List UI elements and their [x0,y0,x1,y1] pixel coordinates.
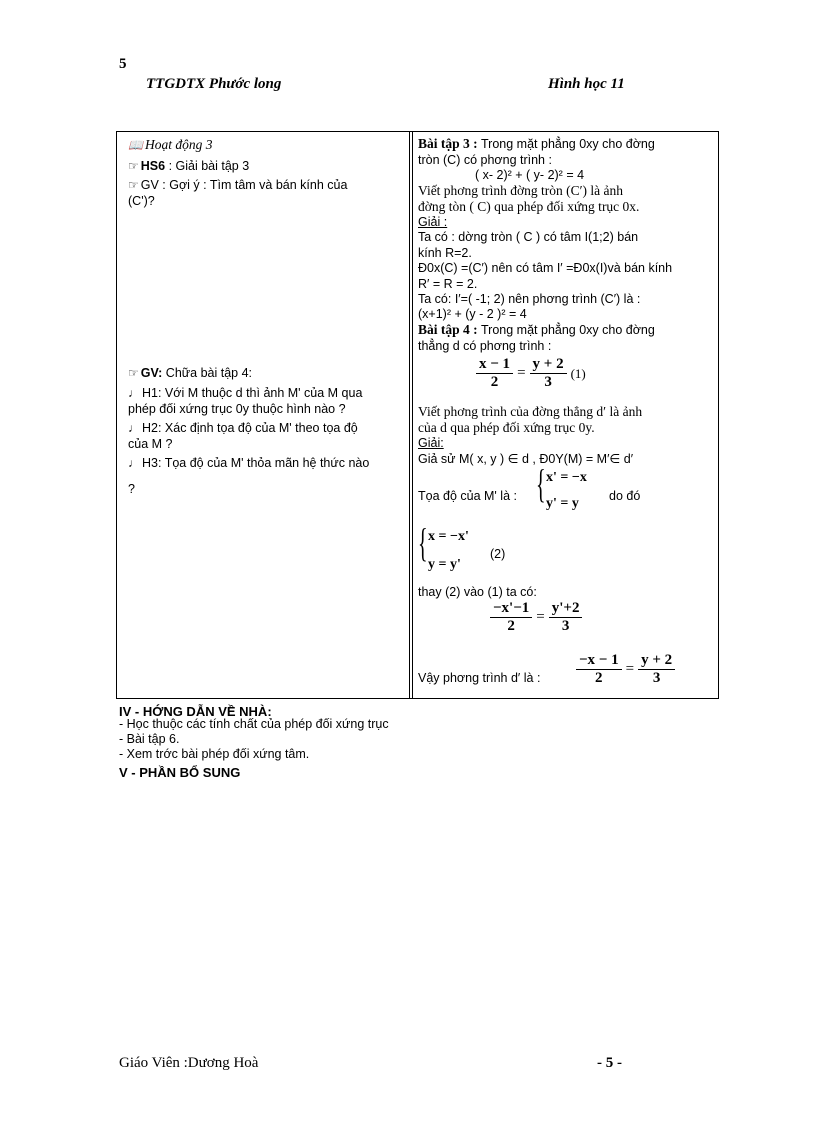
header-school: TTGDTX Phước long [146,76,282,92]
exercise-3-task: Viết phơng trình đờng tròn (C′) là ảnh [418,183,624,198]
fraction-numerator: y + 2 [530,356,567,374]
gv-correction-line: ☞ GV: Chữa bài tập 4: [128,366,252,380]
system-1-row1: x' = −x [546,470,587,485]
fraction-denominator: 3 [561,618,570,634]
fraction-denominator: 3 [544,374,552,390]
fraction-numerator: x − 1 [476,356,513,374]
fraction-numerator: y'+2 [549,600,583,618]
homework-item-1: - Học thuộc các tính chất của phép đối xứng trục [119,717,389,731]
exercise-4-task-cont: của d qua phép đối xứng trục 0y. [418,420,595,435]
coordinate-system-1 [536,461,606,516]
book-icon: 📖 [128,138,143,152]
solution-1-line1: Ta có : dờng tròn ( C ) có tâm I(1;2) bán [418,230,639,244]
exercise-4-task: Viết phơng trình của đờng thẳng d′ là ảnh [418,404,643,419]
footer-page-number: - 5 - [597,1055,622,1071]
equals-sign: = [517,365,526,381]
music-note-icon: ♩ [128,456,140,470]
question-h1-cont: phép đối xứng trục 0y thuộc hình nào ? [128,402,346,416]
header-subject: Hình học 11 [548,76,625,92]
music-note-icon: ♩ [128,421,140,435]
exercise-3-line2: tròn (C) có phơng trình : [418,153,552,167]
section-iv-title: IV - HỚNG DẪN VỀ NHÀ: [119,704,272,719]
fraction-numerator: −x'−1 [490,600,532,618]
fraction-numerator: y + 2 [638,652,675,670]
pointing-hand-icon: ☞ [128,159,139,173]
question-h1: ♩ H1: Với M thuộc d thì ảnh M' của M qua [128,386,363,400]
substituted-equation [490,600,582,635]
solution-1-line6: (x+1)² + (y - 2 )² = 4 [418,307,527,321]
question-h3-cont: ? [128,482,135,496]
solution-2-line3: thay (2) vào (1) ta có: [418,585,537,599]
solution-2-line4: Vậy phơng trình d′ là : [418,671,541,685]
pointing-hand-icon: ☞ [128,366,139,380]
solution-2-line2-prefix: Tọa độ của M' là : [418,489,517,503]
solution-2-line1: Giả sử M( x, y ) ∈ d , Đ0Y(M) = M′∈ d′ [418,452,634,466]
solution-1-line2: kính R=2. [418,246,472,260]
system-2-row1: x = −x' [428,529,469,544]
fraction-denominator: 2 [595,670,603,686]
system-2-tag: (2) [490,547,506,561]
question-h2: ♩ H2: Xác định tọa độ của M' theo tọa độ [128,421,358,435]
equation-tag: (1) [570,365,586,381]
result-equation [576,652,675,687]
exercise-3-title: Bài tập 3 : Trong mặt phẳng 0xy cho đờng [418,136,655,151]
brace-glyph: { [418,520,428,565]
activity-heading: 📖 Hoạt động 3 [128,137,213,152]
pointing-hand-icon: ☞ [128,178,139,192]
question-h2-cont: của M ? [128,437,173,451]
table-column-divider [409,131,413,699]
homework-item-3: - Xem trớc bài phép đối xứng tâm. [119,747,310,761]
music-note-icon: ♩ [128,386,140,400]
solution-1-line3: Đ0x(C) =(C′) nên có tâm I′ =Đ0x(I)và bán kính [418,261,673,275]
section-v-title: V - PHẦN BỔ SUNG [119,765,241,780]
gv-hint-line-2: (C')? [128,194,155,208]
question-h3: ♩ H3: Tọa độ của M' thỏa mãn hệ thức nào [128,456,370,470]
fraction-denominator: 2 [507,618,515,634]
fraction-numerator: −x − 1 [576,652,622,670]
exercise-4-line2: thẳng d có phơng trình : [418,339,552,353]
page-number: 5 [119,56,127,72]
gv-hint-line: ☞ GV : Gợi ý : Tìm tâm và bán kính của [128,178,348,192]
solution-1-line5: Ta có: I′=( -1; 2) nên phơng trình (C′) là : [418,292,641,306]
system-1-row2: y' = y [546,496,579,511]
system-2-row2: y = y' [428,557,461,572]
hs6-line: ☞ HS6 : Giải bài tập 3 [128,159,250,173]
brace-glyph: { [536,461,546,506]
fraction-denominator: 3 [652,670,661,686]
coordinate-system-2 [418,520,488,577]
solution-label-2: Giải: [418,436,444,450]
exercise-3-task-cont: đờng tòn ( C) qua phép đối xứng trục 0x. [418,199,640,214]
fraction-denominator: 2 [490,374,499,390]
solution-label-1: Giải : [418,215,448,229]
exercise-4-title: Bài tập 4 : Trong mặt phẳng 0xy cho đờng [418,322,655,337]
solution-2-line2-suffix: do đó [609,489,641,503]
equals-sign: = [536,609,545,625]
line-equation-d [476,356,590,391]
exercise-3-equation: ( x- 2)² + ( y- 2)² = 4 [475,168,585,182]
equals-sign: = [625,661,635,677]
homework-item-2: - Bài tập 6. [119,732,180,746]
solution-1-line4: R′ = R = 2. [418,277,478,291]
footer-teacher: Giáo Viên :Dương Hoà [119,1055,259,1071]
